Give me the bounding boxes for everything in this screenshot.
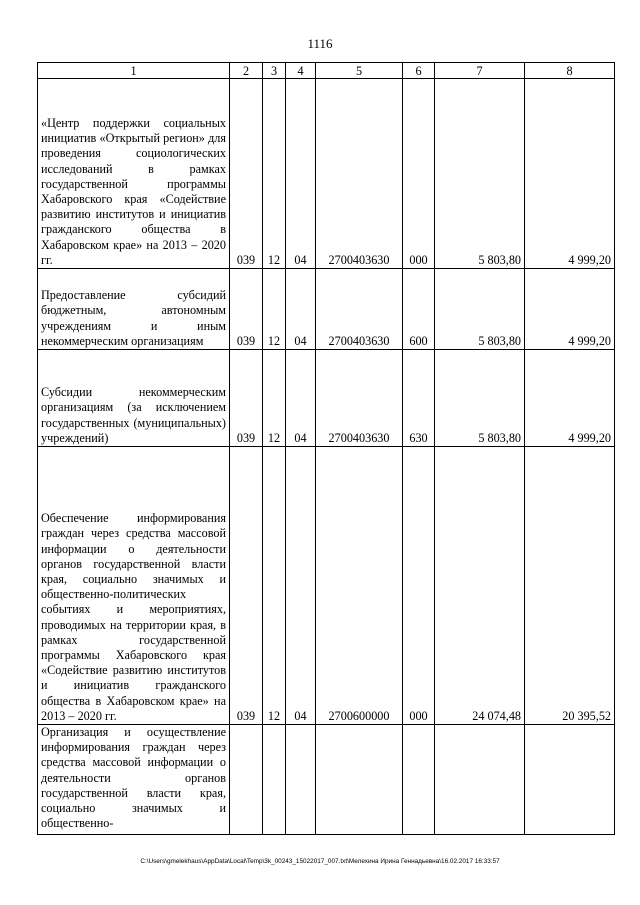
column-header: 6 [403, 63, 435, 79]
row-amount-1: 24 074,48 [435, 447, 525, 725]
column-header: 4 [286, 63, 316, 79]
row-target-article: 2700403630 [316, 350, 403, 447]
column-header: 8 [525, 63, 615, 79]
row-target-article: 2700600000 [316, 447, 403, 725]
column-header: 3 [263, 63, 286, 79]
row-name: Обеспечение информирования граждан через средства массовой информации о деятельности органов государственной власти края, социально значимых и общественно-политических событиях и мероприятиях, проводимых на территории края, в рамках государственной программы Хабаровского края «Содействие развитию институтов и инициатив гражданского общества в Хабаровском крае» на 2013 – 2020 гг. [38, 447, 230, 725]
column-header: 5 [316, 63, 403, 79]
row-amount-1: 5 803,80 [435, 269, 525, 350]
budget-table [37, 62, 615, 835]
row-amount-2: 4 999,20 [525, 350, 615, 447]
table-row [38, 447, 615, 725]
row-name: Предоставление субсидий бюджетным, автономным учреждениям и иным некоммерческим организациям [38, 269, 230, 350]
table-row [38, 79, 615, 269]
row-subsection-code: 04 [286, 269, 316, 350]
row-amount-1 [435, 725, 525, 835]
row-expense-type [403, 725, 435, 835]
row-target-article: 2700403630 [316, 269, 403, 350]
column-header: 7 [435, 63, 525, 79]
row-subsection-code: 04 [286, 350, 316, 447]
row-amount-2: 4 999,20 [525, 79, 615, 269]
row-amount-1: 5 803,80 [435, 79, 525, 269]
row-target-article [316, 725, 403, 835]
row-section-code: 12 [263, 269, 286, 350]
row-ministry-code: 039 [230, 350, 263, 447]
row-name: «Центр поддержки социальных инициатив «Открытый регион» для проведения социологических исследований в рамках государственной программы Хабаровского края «Содействие развитию институтов и инициатив гражданского общества в Хабаровском крае» на 2013 – 2020 гг. [38, 79, 230, 269]
row-subsection-code: 04 [286, 447, 316, 725]
row-ministry-code: 039 [230, 447, 263, 725]
file-path-footer: C:\Users\gmelekhaus\AppData\Local\Temp\3k_00243_15022017_007.txt\Мелехина Ирина Геннадьевна\16.02.2017 16:33:57 [140, 858, 500, 865]
column-header: 2 [230, 63, 263, 79]
row-section-code: 12 [263, 79, 286, 269]
row-subsection-code [286, 725, 316, 835]
table-row [38, 269, 615, 350]
row-section-code: 12 [263, 350, 286, 447]
row-ministry-code [230, 725, 263, 835]
row-expense-type: 600 [403, 269, 435, 350]
row-amount-2: 4 999,20 [525, 269, 615, 350]
row-section-code [263, 725, 286, 835]
row-name: Организация и осуществление информирования граждан через средства массовой информации о деятельности органов государственной власти края, социально значимых и общественно- [38, 725, 230, 835]
table-header-row [38, 63, 615, 79]
row-target-article: 2700403630 [316, 79, 403, 269]
row-expense-type: 000 [403, 79, 435, 269]
page-number: 1116 [307, 36, 333, 51]
table-row [38, 725, 615, 835]
row-name: Субсидии некоммерческим организациям (за исключением государственных (муниципальных) учреждений) [38, 350, 230, 447]
row-amount-1: 5 803,80 [435, 350, 525, 447]
row-expense-type: 630 [403, 350, 435, 447]
row-ministry-code: 039 [230, 79, 263, 269]
row-section-code: 12 [263, 447, 286, 725]
row-ministry-code: 039 [230, 269, 263, 350]
row-amount-2 [525, 725, 615, 835]
column-header: 1 [38, 63, 230, 79]
row-expense-type: 000 [403, 447, 435, 725]
row-amount-2: 20 395,52 [525, 447, 615, 725]
table-row [38, 350, 615, 447]
row-subsection-code: 04 [286, 79, 316, 269]
